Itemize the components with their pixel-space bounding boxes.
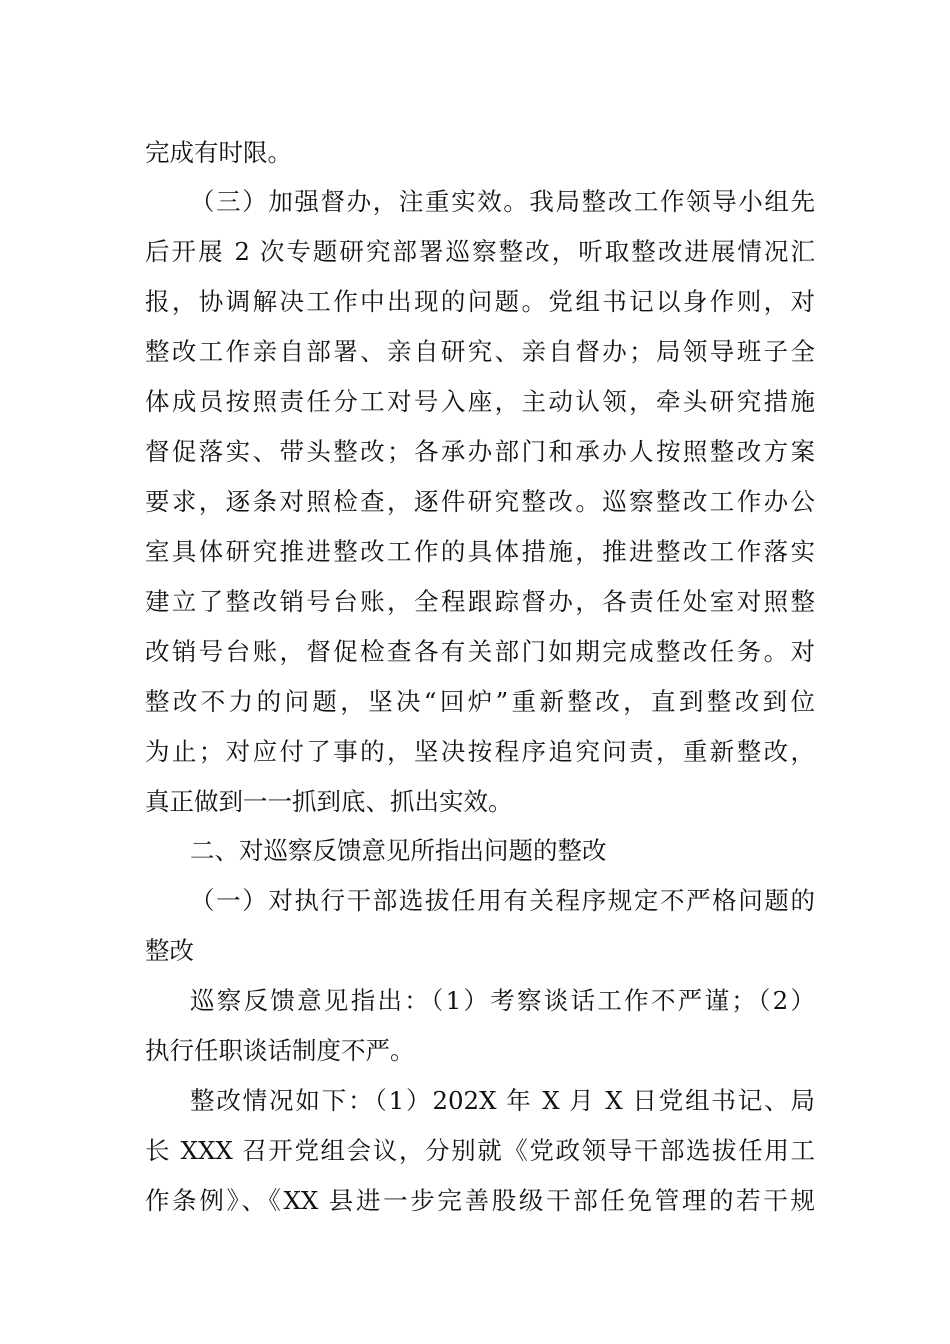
text-line: 体成员按照责任分工对号入座，主动认领，牵头研究措施: [145, 387, 815, 416]
text-line: 要求，逐条对照检查，逐件研究整改。巡察整改工作办公: [145, 487, 815, 516]
text-line: 整改: [145, 936, 194, 965]
subsection-heading-1: （一）对执行干部选拔任用有关程序规定不严格问题的: [190, 886, 815, 915]
text-line: 报，协调解决工作中出现的问题。党组书记以身作则，对: [145, 287, 815, 316]
text-line: 为止；对应付了事的，坚决按程序追究问责，重新整改，: [145, 737, 815, 766]
text-line: 建立了整改销号台账，全程跟踪督办，各责任处室对照整: [145, 587, 815, 616]
text-line: 长 XXX 召开党组会议，分别就《党政领导干部选拔任用工: [145, 1136, 815, 1165]
text-line: 室具体研究推进整改工作的具体措施，推进整改工作落实: [145, 537, 815, 566]
text-line: 整改不力的问题，坚决“回炉”重新整改，直到整改到位: [145, 687, 815, 716]
text-line: 整改情况如下：（1）202X 年 X 月 X 日党组书记、局: [190, 1086, 815, 1115]
text-line: 改销号台账，督促检查各有关部门如期完成整改任务。对: [145, 637, 815, 666]
text-line: 督促落实、带头整改；各承办部门和承办人按照整改方案: [145, 437, 815, 466]
section-heading-2: 二、对巡察反馈意见所指出问题的整改: [190, 836, 607, 865]
text-line: 真正做到一一抓到底、抓出实效。: [145, 787, 513, 816]
section-heading-3: （三）加强督办，注重实效。我局整改工作领导小组先: [190, 187, 815, 216]
text-line: 完成有时限。: [145, 138, 292, 167]
text-line: 后开展 2 次专题研究部署巡察整改，听取整改进展情况汇: [145, 237, 815, 266]
text-line: 作条例》、《XX 县进一步完善股级干部任免管理的若干规: [145, 1186, 815, 1215]
text-line: 巡察反馈意见指出：（1）考察谈话工作不严谨；（2）: [190, 986, 815, 1015]
text-line: 整改工作亲自部署、亲自研究、亲自督办；局领导班子全: [145, 337, 815, 366]
text-line: 执行任职谈话制度不严。: [145, 1036, 415, 1065]
